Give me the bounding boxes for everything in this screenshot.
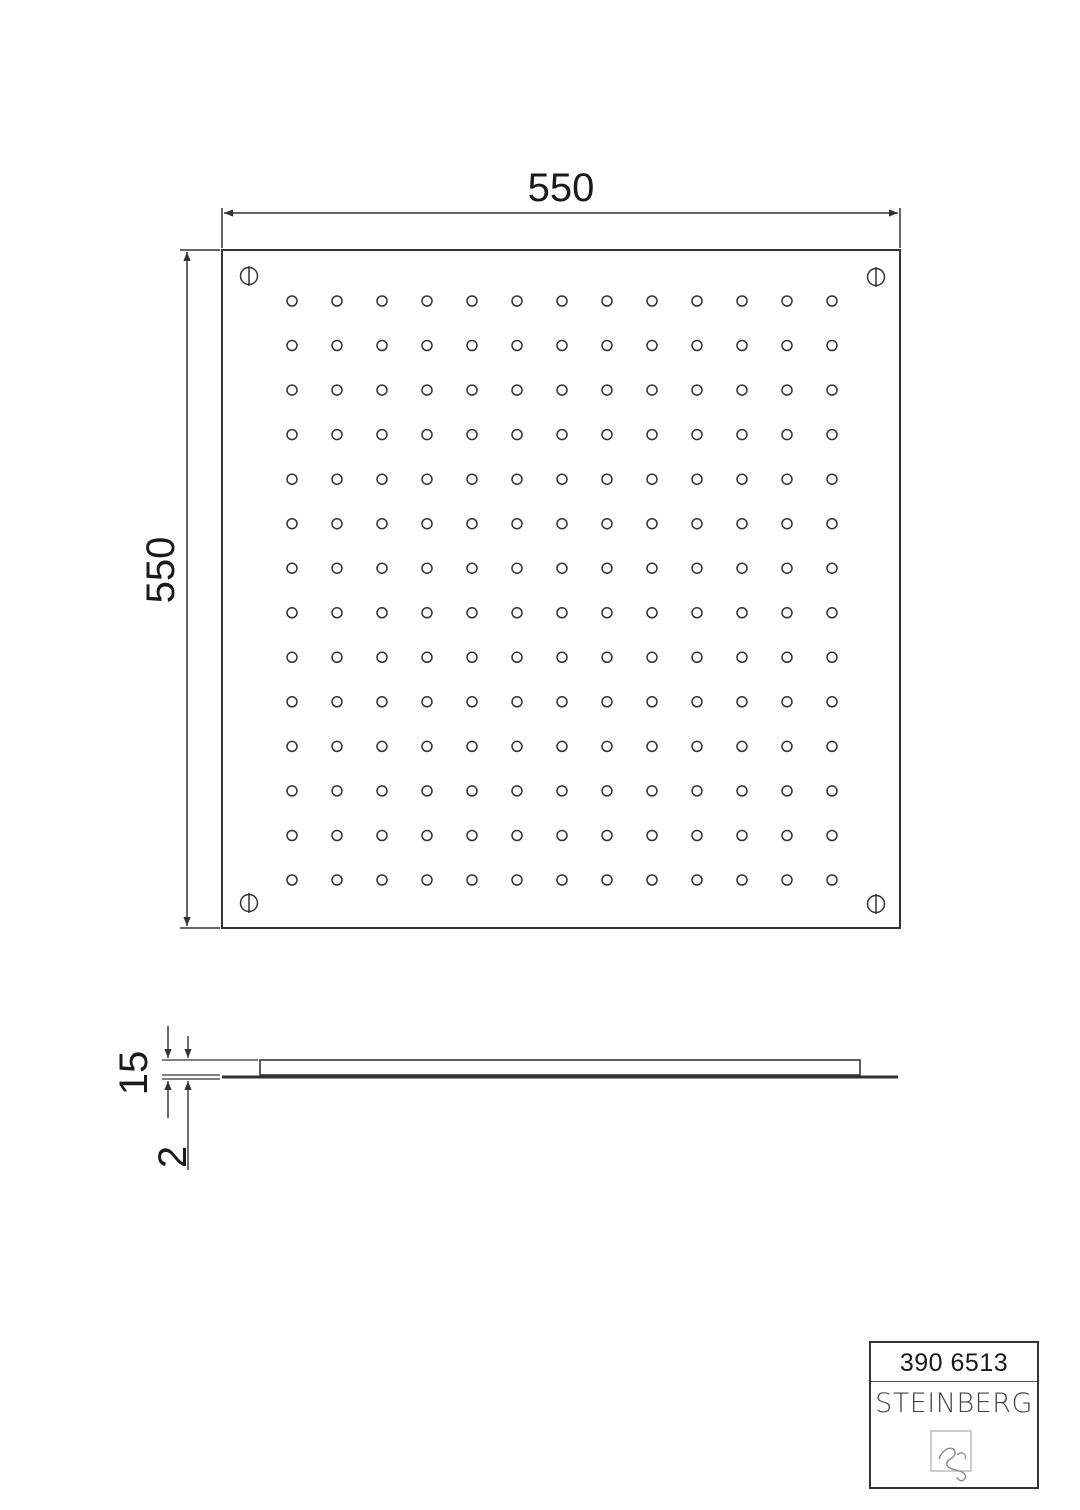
width-dimension bbox=[222, 208, 900, 248]
steinberg-logo-icon bbox=[929, 1429, 979, 1485]
height-dimension bbox=[180, 250, 220, 928]
width-label: 550 bbox=[527, 166, 595, 210]
article-number: 390 6513 bbox=[871, 1343, 1037, 1382]
side-plate-body bbox=[260, 1060, 860, 1075]
brand-name: STEINBERG bbox=[875, 1388, 1033, 1419]
thickness-dimension bbox=[168, 1026, 188, 1058]
height-label: 550 bbox=[139, 536, 183, 604]
title-block bbox=[869, 1341, 1039, 1489]
thickness-label: 15 bbox=[112, 1050, 156, 1096]
side-view bbox=[112, 1026, 898, 1170]
top-view bbox=[139, 166, 900, 928]
shower-plate-outline bbox=[222, 250, 900, 928]
plate-thickness-label: 2 bbox=[151, 1145, 195, 1169]
